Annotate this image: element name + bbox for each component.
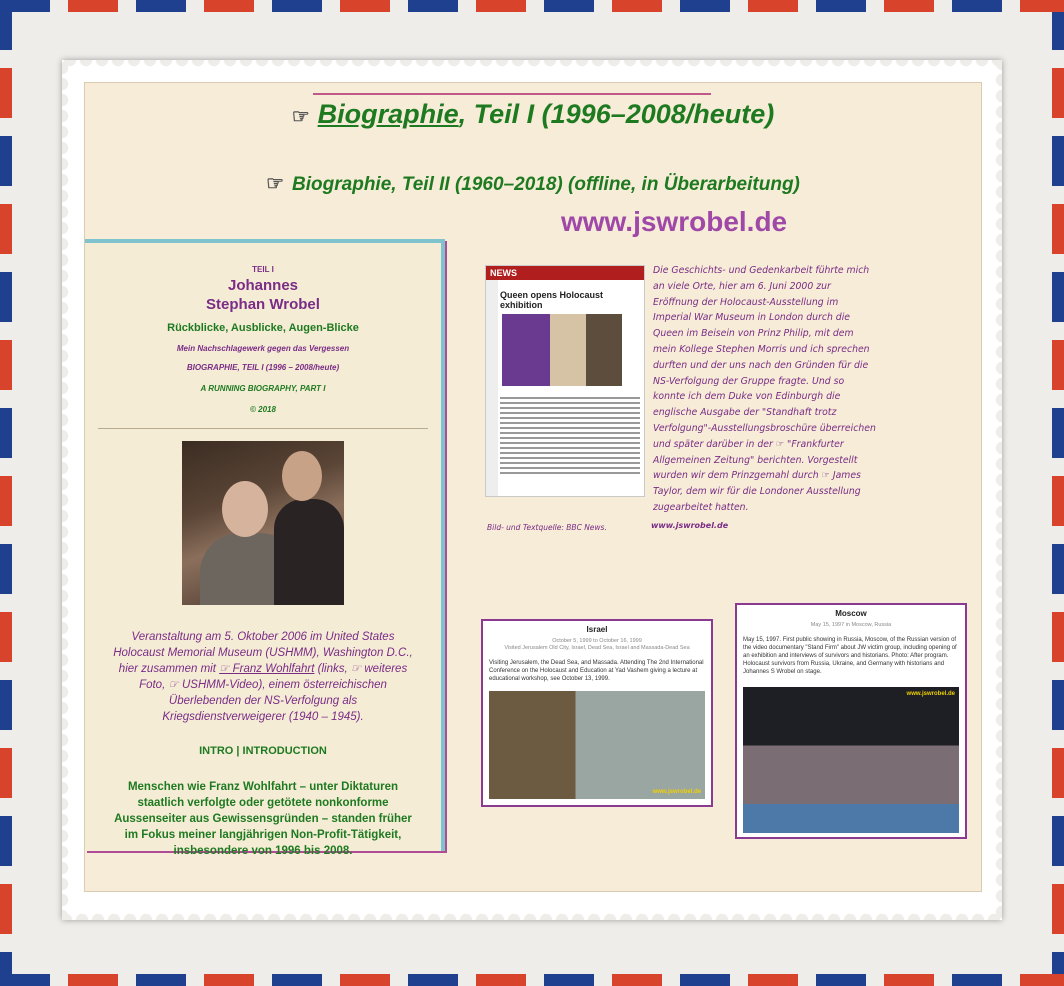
perforation-right — [990, 60, 1002, 920]
perforation-left — [62, 60, 74, 920]
site-credit[interactable]: www.jswrobel.de — [651, 521, 729, 530]
israel-watermark: www.jswrobel.de — [652, 789, 701, 795]
biographie-link[interactable]: Biographie — [317, 99, 459, 129]
author-name-line1: Johannes — [227, 277, 299, 294]
photo-face-2 — [282, 451, 322, 501]
photo-face-1 — [222, 481, 268, 537]
news-headline: Queen opens Holocaust exhibition — [500, 290, 604, 310]
israel-title: Israel — [586, 625, 608, 634]
israel-date: October 5, 1999 to October 16, 1999 — [552, 638, 642, 644]
part2-label: Biographie, Teil II (1960–2018) (offline, in Überarbeitung) — [292, 174, 800, 195]
moscow-body: May 15, 1997. First public showing in Russia, Moscow, of the Russian version of the video documentary "Stand Firm" about JW victim group, including opening of an exhibition and interviews of survivors and historians. Photo: After program. Holocaust survivors from Russia, Ukraine, and Germany with historians and Johannes S Wrobel on stage. — [743, 637, 957, 675]
author-name-line2: Stephan Wrobel — [206, 296, 320, 313]
intro-panel — [85, 239, 445, 857]
news-photo — [502, 314, 622, 386]
panel-biography-label: BIOGRAPHIE, TEIL I (1996 – 2008/heute) — [186, 363, 340, 372]
panel-subtitle: Rückblicke, Ausblicke, Augen-Blicke — [167, 322, 359, 334]
news-bar: NEWS — [486, 266, 644, 280]
bbc-credit: Bild- und Textquelle: BBC News. — [487, 523, 607, 532]
bbc-news-image — [485, 265, 645, 497]
caption-text-4: ), einem österreichischen Überlebenden der NS-Verfolgung als Kriegsdienstverweigerer (1940 – 1945). — [162, 679, 387, 723]
panel-copyright: © 2018 — [250, 405, 276, 414]
moscow-title: Moscow — [835, 609, 867, 618]
panel-running-bio: A RUNNING BIOGRAPHY, PART I — [200, 384, 326, 393]
moscow-photo — [743, 687, 959, 833]
panel-tagline: Mein Nachschlagewerk gegen das Vergessen — [176, 344, 350, 353]
caption-text-1: Veranstaltung am 5. Oktober 2006 im United States Holocaust Memorial Museum (USHMM), Washington D.C., hier zusammen mit — [113, 631, 413, 675]
intro-text: Menschen wie Franz Wohlfahrt – unter Diktaturen staatlich verfolgte oder getötete nonkonforme Aussenseiter aus Gewissensgründen – standen früher im Fokus meiner langjährigen Non-Profit-Tätigkeit, insbesondere von 1996 bis 2008. — [114, 781, 412, 857]
more-photo-link[interactable]: ☞ weiteres Foto — [139, 663, 408, 691]
israel-card[interactable] — [481, 619, 713, 807]
photo-caption — [107, 629, 419, 725]
pointing-hand-icon: ☞ — [266, 173, 285, 195]
intro-heading: INTRO | INTRODUCTION — [199, 745, 327, 757]
moscow-date: May 15, 1997 in Moscow, Russia — [810, 622, 892, 628]
part2-link[interactable] — [85, 171, 981, 196]
part-label: TEIL I — [252, 265, 274, 274]
queen-visit-text: Die Geschichts- und Gedenkarbeit führte mich an viele Orte, hier am 6. Juni 2000 zur Eröffnung der Holocaust-Ausstellung im Imperial War Museum in London durch die Queen im Beisein von Prinz Philip, mit dem mein Kollege Stephen Morris und ich sprechen durften und der uns nach den Gründen für die NS-Verfolgung der Gruppe fragte. Und so konnte ich dem Duke von Edinburgh die englische Ausgabe der "Standhaft trotz Verfolgung"-Ausstellungsbroschüre überreichen und später darüber in der ☞ "Frankfurter Allgemeinen Zeitung" berichten. Vorgestellt wurden wir dem Prinzgemahl durch ☞ James Taylor, dem wir für die Londoner Ausstellung zugearbeitet hatten. — [653, 265, 876, 513]
portrait-photo — [182, 441, 344, 605]
caption-text-2: (links, — [314, 663, 351, 675]
panel-divider — [98, 428, 428, 429]
content-paper — [84, 82, 982, 892]
stamp-frame — [62, 60, 1002, 920]
israel-body: Visiting Jerusalem, the Dead Sea, and Massada. Attending The 2nd International Conference on the Holocaust and Education at Yad Vashem giving a lecture at educational workshop, see October 13, 1999. — [489, 660, 704, 682]
page-title — [85, 99, 981, 130]
israel-places: Visited Jerusalem Old City, Israel, Dead Sea, Israel and Massada-Dead Sea — [504, 645, 690, 651]
pointing-hand-icon: ☞ — [291, 106, 310, 128]
news-sidebar — [486, 280, 498, 496]
israel-photo — [489, 691, 705, 799]
photo-figure-2 — [274, 499, 344, 605]
top-divider — [313, 93, 711, 95]
ushmm-video-link[interactable]: ☞ USHMM-Video — [168, 679, 259, 691]
franz-wohlfahrt-link[interactable]: ☞ Franz Wohlfahrt — [219, 663, 315, 675]
moscow-watermark: www.jswrobel.de — [906, 691, 955, 697]
caption-text-3: , — [162, 679, 169, 691]
moscow-card[interactable] — [735, 603, 967, 839]
news-text-lines — [500, 394, 640, 477]
page-title-rest: , Teil I (1996–2008/heute) — [458, 99, 775, 129]
site-url[interactable]: www.jswrobel.de — [561, 206, 788, 237]
